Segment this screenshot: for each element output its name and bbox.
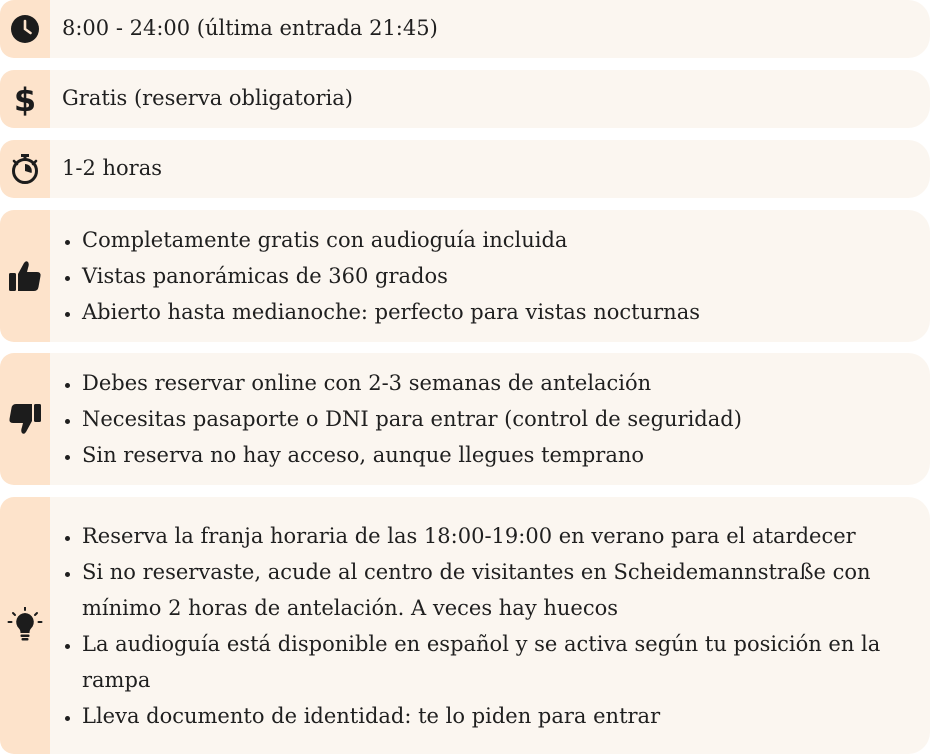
duration-row [0, 140, 930, 198]
thumbs-down-icon [8, 402, 42, 436]
tips-content [50, 497, 930, 754]
thumbs-up-icon [8, 259, 42, 293]
tips-item: • Si no reservaste, acude al centro de visitantes en Scheidemannstraße con mínimo 2 horas de antelación. A veces hay huecos [82, 554, 930, 626]
svg-text:$: $ [13, 82, 37, 116]
tips-row [0, 497, 930, 754]
tips-item: • La audioguía está disponible en español y se activa según tu posición en la rampa [82, 626, 930, 698]
cons-item: • Necesitas pasaporte o DNI para entrar (control de seguridad) [82, 401, 742, 437]
hours-row [0, 0, 930, 58]
duration-icon-cell [0, 140, 50, 198]
pros-list [50, 222, 700, 330]
tips-item: • Reserva la franja horaria de las 18:00-19:00 en verano para el atardecer [82, 518, 930, 554]
cons-list [50, 365, 742, 473]
clock-icon [10, 14, 40, 44]
pros-item: • Abierto hasta medianoche: perfecto para vistas nocturnas [82, 294, 700, 330]
duration-text: 1-2 horas [50, 140, 930, 198]
hours-text: 8:00 - 24:00 (última entrada 21:45) [50, 0, 930, 58]
cons-item: • Debes reservar online con 2-3 semanas de antelación [82, 365, 742, 401]
stopwatch-icon [10, 153, 40, 185]
cons-row [0, 353, 930, 485]
price-row [0, 70, 930, 128]
pros-row [0, 210, 930, 342]
cons-content [50, 353, 930, 485]
tips-item: • Lleva documento de identidad: te lo piden para entrar [82, 698, 930, 734]
dollar-icon [12, 82, 38, 116]
cons-icon-cell [0, 353, 50, 485]
lightbulb-icon [7, 607, 43, 645]
pros-item: • Completamente gratis con audioguía incluida [82, 222, 700, 258]
price-icon-cell [0, 70, 50, 128]
tips-list [50, 518, 930, 734]
tips-icon-cell [0, 497, 50, 754]
pros-content [50, 210, 930, 342]
hours-icon-cell [0, 0, 50, 58]
cons-item: • Sin reserva no hay acceso, aunque llegues temprano [82, 437, 742, 473]
pros-item: • Vistas panorámicas de 360 grados [82, 258, 700, 294]
pros-icon-cell [0, 210, 50, 342]
price-text: Gratis (reserva obligatoria) [50, 70, 930, 128]
